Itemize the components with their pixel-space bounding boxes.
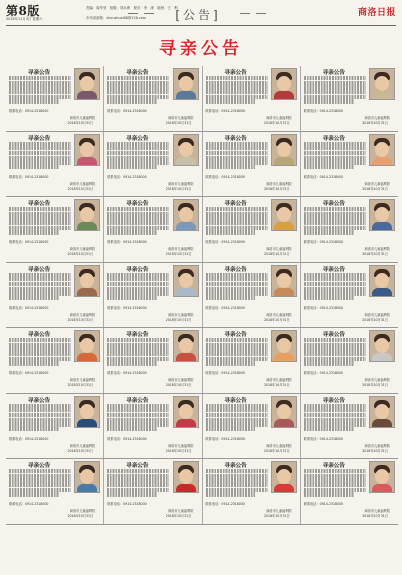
notice-grid [6, 66, 398, 525]
notice-row [6, 66, 398, 132]
notice-row [6, 394, 398, 460]
child-face [375, 76, 389, 91]
child-clothes [274, 419, 294, 428]
child-face [179, 207, 193, 222]
notice-date: 2018年10月31日 [362, 121, 388, 125]
child-face [80, 273, 94, 288]
notice-date: 2018年10月31日 [165, 317, 192, 322]
notice-title: 寻亲公告 [27, 201, 51, 207]
child-face [80, 207, 94, 222]
header-rule [6, 25, 396, 26]
child-face [80, 338, 94, 353]
notice-title: 寻亲公告 [224, 70, 247, 76]
notice-title: 寻亲公告 [322, 397, 345, 404]
notice-title: 寻亲公告 [322, 70, 345, 76]
child-face [80, 404, 94, 419]
notice-title: 寻亲公告 [27, 266, 51, 273]
notice-body-text [304, 76, 366, 104]
notice-title: 寻亲公告 [27, 70, 51, 76]
notice-card [203, 328, 301, 393]
child-face [277, 273, 291, 288]
notice-card [6, 394, 104, 459]
child-face [375, 142, 389, 157]
child-clothes [274, 484, 294, 493]
child-photo [369, 199, 395, 231]
child-clothes [176, 353, 196, 362]
notice-contact: 联系电话：0914-2318000 [303, 240, 344, 244]
notice-contact: 联系电话：0914-2318000 [107, 436, 147, 441]
child-face [375, 273, 389, 288]
notice-contact: 联系电话：0914-2318000 [107, 240, 147, 244]
notice-date: 2018年10月31日 [165, 121, 192, 125]
notice-title: 寻亲公告 [126, 201, 149, 207]
child-clothes [274, 91, 294, 100]
notice-organization: 商洛市儿童福利院 [364, 312, 390, 317]
notice-body-text [107, 273, 169, 301]
notice-contact: 联系电话：0914-2318000 [205, 174, 245, 179]
notice-contact: 联系电话：0914-2318000 [107, 174, 147, 179]
child-photo [74, 330, 100, 362]
notice-body-text [9, 142, 71, 170]
notice-contact: 联系电话：0914-2318000 [107, 109, 147, 113]
notice-row [6, 263, 398, 329]
notice-organization: 商洛市儿童福利院 [168, 116, 194, 120]
notice-organization: 商洛市儿童福利院 [69, 181, 96, 186]
notice-title: 寻亲公告 [27, 332, 51, 338]
header-dash [128, 13, 138, 14]
child-face [277, 207, 291, 222]
notice-body-text [9, 273, 71, 301]
child-photo [173, 265, 199, 297]
notice-contact: 联系电话：0914-2318000 [9, 305, 49, 310]
notice-body-text [9, 76, 71, 104]
notice-body-text [9, 469, 71, 497]
notice-card [301, 328, 398, 393]
child-photo [271, 396, 297, 428]
notice-contact: 联系电话：0914-2318000 [205, 305, 245, 310]
notice-organization: 商洛市儿童福利院 [69, 509, 96, 513]
notice-organization: 商洛市儿童福利院 [364, 509, 390, 513]
notice-title: 寻亲公告 [224, 463, 247, 469]
child-photo [271, 68, 297, 100]
child-photo [74, 265, 100, 297]
notice-title: 寻亲公告 [322, 332, 345, 338]
child-photo [173, 199, 199, 231]
notice-card [203, 66, 301, 131]
notice-row [6, 132, 398, 198]
notice-date: 2018年10月31日 [362, 317, 388, 322]
notice-body-text [107, 404, 169, 432]
notice-body-text [206, 76, 268, 104]
child-face [179, 404, 193, 419]
header-dash [256, 13, 266, 14]
notice-card [104, 394, 202, 459]
child-clothes [372, 157, 392, 166]
child-clothes [274, 222, 294, 231]
notice-card [203, 132, 301, 197]
child-photo [271, 265, 297, 297]
notice-contact: 联系电话：0914-2318000 [9, 174, 49, 179]
child-face [277, 76, 291, 91]
notice-title: 寻亲公告 [322, 201, 345, 207]
notice-contact: 联系电话：0914-2318000 [107, 305, 147, 310]
notice-contact: 联系电话：0914-2318000 [205, 109, 245, 113]
child-photo [369, 461, 395, 493]
notice-date: 2018年10月31日 [165, 252, 192, 256]
notice-contact: 联系电话：0914-2318000 [303, 502, 344, 506]
child-face [80, 469, 94, 484]
notice-card [301, 263, 398, 328]
notice-card [6, 197, 104, 262]
child-face [277, 469, 291, 484]
child-photo [271, 461, 297, 493]
notice-body-text [304, 142, 366, 170]
child-face [277, 404, 291, 419]
notice-organization: 商洛市儿童福利院 [364, 443, 390, 448]
child-photo [369, 68, 395, 100]
notice-date: 2018年10月31日 [263, 383, 290, 387]
notice-organization: 商洛市儿童福利院 [69, 116, 96, 120]
notice-contact: 联系电话：0914-2318000 [107, 502, 147, 506]
child-clothes [77, 157, 97, 166]
child-photo [173, 461, 199, 493]
child-photo [173, 396, 199, 428]
notice-date: 2018年10月31日 [67, 317, 94, 322]
notice-title: 寻亲公告 [322, 135, 345, 142]
notice-body-text [304, 338, 366, 366]
notice-contact: 联系电话：0914-2318000 [205, 502, 245, 506]
notice-card [203, 263, 301, 328]
child-photo [369, 396, 395, 428]
editor-credits: 责编：周华莹 组版：刘永珍 校对：李 涛 值班：王 利 [86, 6, 178, 10]
notice-organization: 商洛市儿童福利院 [364, 181, 390, 186]
notice-title: 寻亲公告 [27, 463, 51, 469]
notice-title: 寻亲公告 [224, 135, 247, 142]
notice-organization: 商洛市儿童福利院 [168, 443, 194, 448]
notice-body-text [206, 142, 268, 170]
notice-contact: 联系电话：0914-2318000 [9, 436, 49, 441]
child-photo [74, 199, 100, 231]
notice-date: 2018年10月31日 [362, 383, 388, 387]
notice-contact: 联系电话：0914-2318000 [9, 240, 49, 244]
child-photo [173, 68, 199, 100]
notice-date: 2018年10月31日 [362, 186, 388, 191]
child-clothes [372, 91, 392, 100]
notice-body-text [107, 469, 169, 497]
child-face [179, 338, 193, 353]
child-face [179, 142, 193, 157]
notice-card [301, 394, 398, 459]
notice-contact: 联系电话：0914-2318000 [9, 371, 49, 375]
child-clothes [77, 484, 97, 493]
notice-organization: 商洛市儿童福利院 [69, 443, 96, 448]
notice-date: 2018年10月31日 [67, 252, 94, 256]
child-face [179, 469, 193, 484]
notice-card [104, 263, 202, 328]
notice-date: 2018年10月31日 [263, 317, 290, 322]
notice-card [6, 263, 104, 328]
child-clothes [372, 353, 392, 362]
notice-card [104, 328, 202, 393]
department-email: 市场部邮箱：zhoushuai88@126.com [86, 16, 147, 20]
notice-card [6, 132, 104, 197]
header-dash [144, 13, 154, 14]
child-photo [271, 330, 297, 362]
page-title: 寻亲公告 [159, 39, 243, 59]
child-clothes [77, 288, 97, 297]
child-face [375, 338, 389, 353]
notice-organization: 商洛市儿童福利院 [266, 509, 292, 513]
notice-date: 2018年10月31日 [165, 514, 192, 518]
notice-title: 寻亲公告 [126, 397, 149, 404]
child-photo [369, 134, 395, 166]
notice-body-text [9, 207, 71, 235]
notice-contact: 联系电话：0914-2318000 [303, 371, 344, 375]
notice-title: 寻亲公告 [224, 332, 247, 338]
child-photo [271, 134, 297, 166]
notice-contact: 联系电话：0914-2318000 [303, 109, 344, 113]
child-photo [369, 330, 395, 362]
notice-date: 2018年10月31日 [362, 448, 388, 453]
notice-contact: 联系电话：0914-2318000 [205, 436, 245, 441]
child-face [80, 76, 94, 91]
notice-title: 寻亲公告 [27, 397, 51, 404]
notice-organization: 商洛市儿童福利院 [69, 247, 96, 251]
notice-title: 寻亲公告 [126, 266, 149, 273]
notice-organization: 商洛市儿童福利院 [168, 378, 194, 382]
notice-body-text [304, 404, 366, 432]
notice-organization: 商洛市儿童福利院 [69, 312, 96, 317]
notice-card [301, 66, 398, 131]
notice-card [104, 66, 202, 131]
notice-body-text [107, 142, 169, 170]
notice-contact: 联系电话：0914-2318000 [9, 109, 49, 113]
notice-title: 寻亲公告 [126, 135, 149, 142]
notice-contact: 联系电话：0914-2318000 [9, 502, 49, 506]
page-number: 第8版 [6, 4, 40, 18]
notice-contact: 联系电话：0914-2318000 [303, 436, 344, 441]
notice-body-text [304, 469, 366, 497]
notice-date: 2018年10月31日 [263, 186, 290, 191]
notice-body-text [206, 273, 268, 301]
child-clothes [176, 157, 196, 166]
notice-body-text [206, 338, 268, 366]
child-face [179, 273, 193, 288]
notice-body-text [9, 338, 71, 366]
section-label: [公告] [175, 8, 221, 22]
notice-title: 寻亲公告 [27, 135, 51, 142]
child-photo [74, 68, 100, 100]
notice-body-text [206, 207, 268, 235]
notice-contact: 联系电话：0914-2318000 [303, 305, 344, 310]
notice-body-text [107, 76, 169, 104]
notice-date: 2018年10月31日 [165, 186, 192, 191]
child-face [80, 142, 94, 157]
child-clothes [77, 419, 97, 428]
notice-organization: 商洛市儿童福利院 [168, 247, 194, 251]
notice-row [6, 459, 398, 525]
child-clothes [372, 419, 392, 428]
notice-body-text [107, 207, 169, 235]
notice-contact: 联系电话：0914-2318000 [303, 174, 344, 179]
notice-organization: 商洛市儿童福利院 [266, 378, 292, 382]
notice-card [301, 459, 398, 524]
notice-contact: 联系电话：0914-2318000 [205, 240, 245, 244]
newspaper-logo: 商洛日报 [357, 8, 396, 18]
child-photo [74, 396, 100, 428]
notice-date: 2018年10月31日 [165, 383, 192, 387]
child-clothes [77, 222, 97, 231]
child-clothes [77, 353, 97, 362]
notice-date: 2018年10月31日 [67, 186, 94, 191]
notice-title: 寻亲公告 [224, 397, 247, 404]
notice-title: 寻亲公告 [224, 201, 247, 207]
notice-date: 2018年10月31日 [362, 252, 388, 256]
notice-organization: 商洛市儿童福利院 [168, 181, 194, 186]
notice-card [301, 197, 398, 262]
notice-organization: 商洛市儿童福利院 [364, 247, 390, 251]
child-clothes [176, 484, 196, 493]
notice-date: 2018年10月31日 [263, 514, 290, 518]
notice-date: 2018年10月31日 [263, 252, 290, 256]
notice-title: 寻亲公告 [322, 266, 345, 273]
child-face [277, 142, 291, 157]
notice-organization: 商洛市儿童福利院 [266, 312, 292, 317]
child-photo [173, 330, 199, 362]
notice-title: 寻亲公告 [322, 463, 345, 469]
notice-date: 2018年10月31日 [362, 514, 388, 518]
notice-row [6, 197, 398, 263]
notice-organization: 商洛市儿童福利院 [266, 247, 292, 251]
notice-card [6, 459, 104, 524]
child-photo [173, 134, 199, 166]
notice-body-text [107, 338, 169, 366]
notice-body-text [304, 207, 366, 235]
child-face [179, 76, 193, 91]
child-face [375, 207, 389, 222]
notice-card [203, 394, 301, 459]
notice-organization: 商洛市儿童福利院 [69, 378, 96, 382]
notice-date: 2018年10月31日 [67, 121, 94, 125]
notice-date: 2018年10月31日 [67, 514, 94, 518]
child-clothes [176, 419, 196, 428]
notice-title: 寻亲公告 [126, 463, 149, 469]
notice-organization: 商洛市儿童福利院 [364, 378, 390, 382]
child-face [375, 404, 389, 419]
child-photo [271, 199, 297, 231]
notice-contact: 联系电话：0914-2318000 [107, 371, 147, 375]
notice-contact: 联系电话：0914-2318000 [205, 371, 245, 375]
notice-body-text [206, 404, 268, 432]
notice-date: 2018年10月31日 [263, 448, 290, 453]
notice-card [6, 66, 104, 131]
notice-title: 寻亲公告 [126, 70, 149, 76]
notice-title: 寻亲公告 [224, 266, 247, 273]
child-face [375, 469, 389, 484]
notice-organization: 商洛市儿童福利院 [266, 181, 292, 186]
notice-card [203, 197, 301, 262]
notice-card [6, 328, 104, 393]
notice-card [301, 132, 398, 197]
notice-card [104, 132, 202, 197]
notice-card [104, 459, 202, 524]
notice-body-text [304, 273, 366, 301]
child-clothes [176, 222, 196, 231]
child-clothes [372, 222, 392, 231]
child-photo [369, 265, 395, 297]
child-face [277, 338, 291, 353]
child-clothes [372, 484, 392, 493]
child-clothes [176, 288, 196, 297]
page-header [0, 0, 402, 26]
notice-organization: 商洛市儿童福利院 [266, 443, 292, 448]
notice-date: 2018年10月31日 [165, 448, 192, 453]
notice-date: 2018年10月31日 [263, 121, 290, 125]
notice-card [104, 197, 202, 262]
notice-organization: 商洛市儿童福利院 [168, 509, 194, 513]
notice-organization: 商洛市儿童福利院 [266, 116, 292, 120]
issue-date: 2018年11月3日 星期六 [6, 17, 43, 21]
header-dash [240, 13, 250, 14]
child-photo [74, 461, 100, 493]
child-clothes [77, 91, 97, 100]
child-clothes [372, 288, 392, 297]
notice-row [6, 328, 398, 394]
notice-date: 2018年10月31日 [67, 448, 94, 453]
child-clothes [176, 91, 196, 100]
child-clothes [274, 157, 294, 166]
notice-organization: 商洛市儿童福利院 [168, 312, 194, 317]
child-photo [74, 134, 100, 166]
notice-body-text [206, 469, 268, 497]
notice-body-text [9, 404, 71, 432]
notice-date: 2018年10月31日 [67, 383, 94, 387]
child-clothes [274, 288, 294, 297]
notice-organization: 商洛市儿童福利院 [364, 116, 390, 120]
child-clothes [274, 353, 294, 362]
notice-card [203, 459, 301, 524]
notice-title: 寻亲公告 [126, 332, 149, 338]
